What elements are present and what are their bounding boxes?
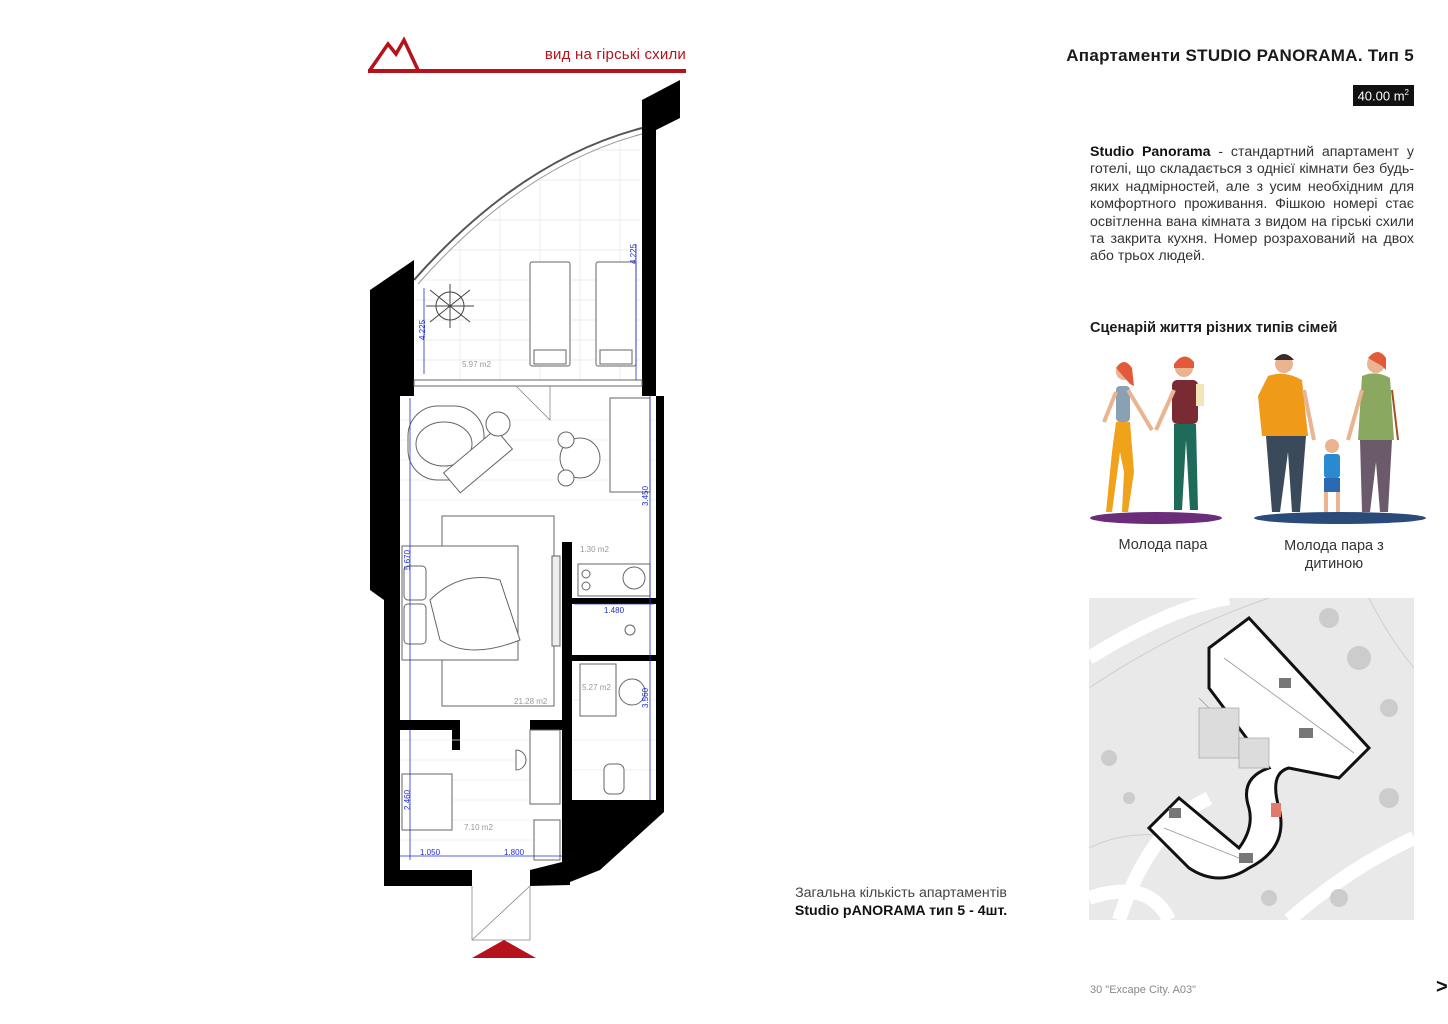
families-illustration [1088, 350, 1428, 530]
site-map [1089, 598, 1414, 920]
dim-right-upper: 3.450 [641, 485, 650, 506]
room-entry: 7.10 m2 [464, 823, 493, 832]
description-text: - стандартний апартамент у готелі, що складається з однієї кімнати без будь-яких надмірностей, але з усим необхідним для комфортного проживання. Фішкою номері стає освітленна вана кімната з видом на гірські схили та закрита кухня. Номер розрахований на двох або трьох людей. [1090, 144, 1414, 265]
dim-entry-left: 1.050 [420, 848, 441, 857]
dim-bath-width: 1.480 [604, 606, 625, 615]
next-page-arrow[interactable]: > [1436, 976, 1448, 998]
floor-plan [360, 80, 680, 960]
scenario-title: Сценарій життя різних типів сімей [1090, 320, 1338, 336]
room-bath: 1.30 m2 [580, 545, 609, 554]
child-figure [1324, 439, 1340, 512]
man-figure [1156, 356, 1204, 510]
dim-balcony-right: 4.225 [629, 243, 638, 264]
mother-figure [1348, 352, 1398, 512]
room-wc: 5.27 m2 [582, 683, 611, 692]
area-value: 40.00 m [1357, 88, 1405, 104]
footer-reference: 30 "Excape City. A03" [1090, 984, 1197, 996]
furniture [402, 262, 650, 860]
caption-young-couple: Молода пара [1118, 537, 1208, 553]
description [1090, 144, 1414, 266]
dim-left-upper: 5.670 [403, 549, 412, 570]
total-line-2: Studio pANORAMA тип 5 - 4шт. [794, 903, 1008, 919]
father-figure [1258, 354, 1314, 512]
dim-balcony-left: 4.225 [418, 319, 427, 340]
caption-young-family: Молода пара з дитиною [1284, 538, 1384, 572]
dim-wc-height: 3.560 [641, 687, 650, 708]
plant-icon [426, 284, 474, 328]
room-balcony: 5.97 m2 [462, 360, 491, 369]
page-title: Апартаменти STUDIO PANORAMA. Тип 5 [1066, 46, 1414, 65]
mountain-logo-icon [368, 36, 420, 72]
dim-entry-right: 1.800 [504, 848, 525, 857]
room-main: 21.28 m2 [514, 697, 548, 706]
header-tagline: вид на гірські схили [544, 46, 686, 63]
total-apartments [736, 884, 1066, 920]
dim-entry-height: 2.460 [403, 789, 412, 810]
entry-marker [472, 940, 536, 958]
description-name: Studio Panorama [1090, 144, 1211, 160]
header-rule [368, 69, 686, 73]
area-unit: 2 [1404, 88, 1409, 97]
area-badge [1353, 85, 1414, 106]
total-line-1: Загальна кількість апартаментів [795, 885, 1007, 901]
woman-figure [1104, 362, 1152, 512]
